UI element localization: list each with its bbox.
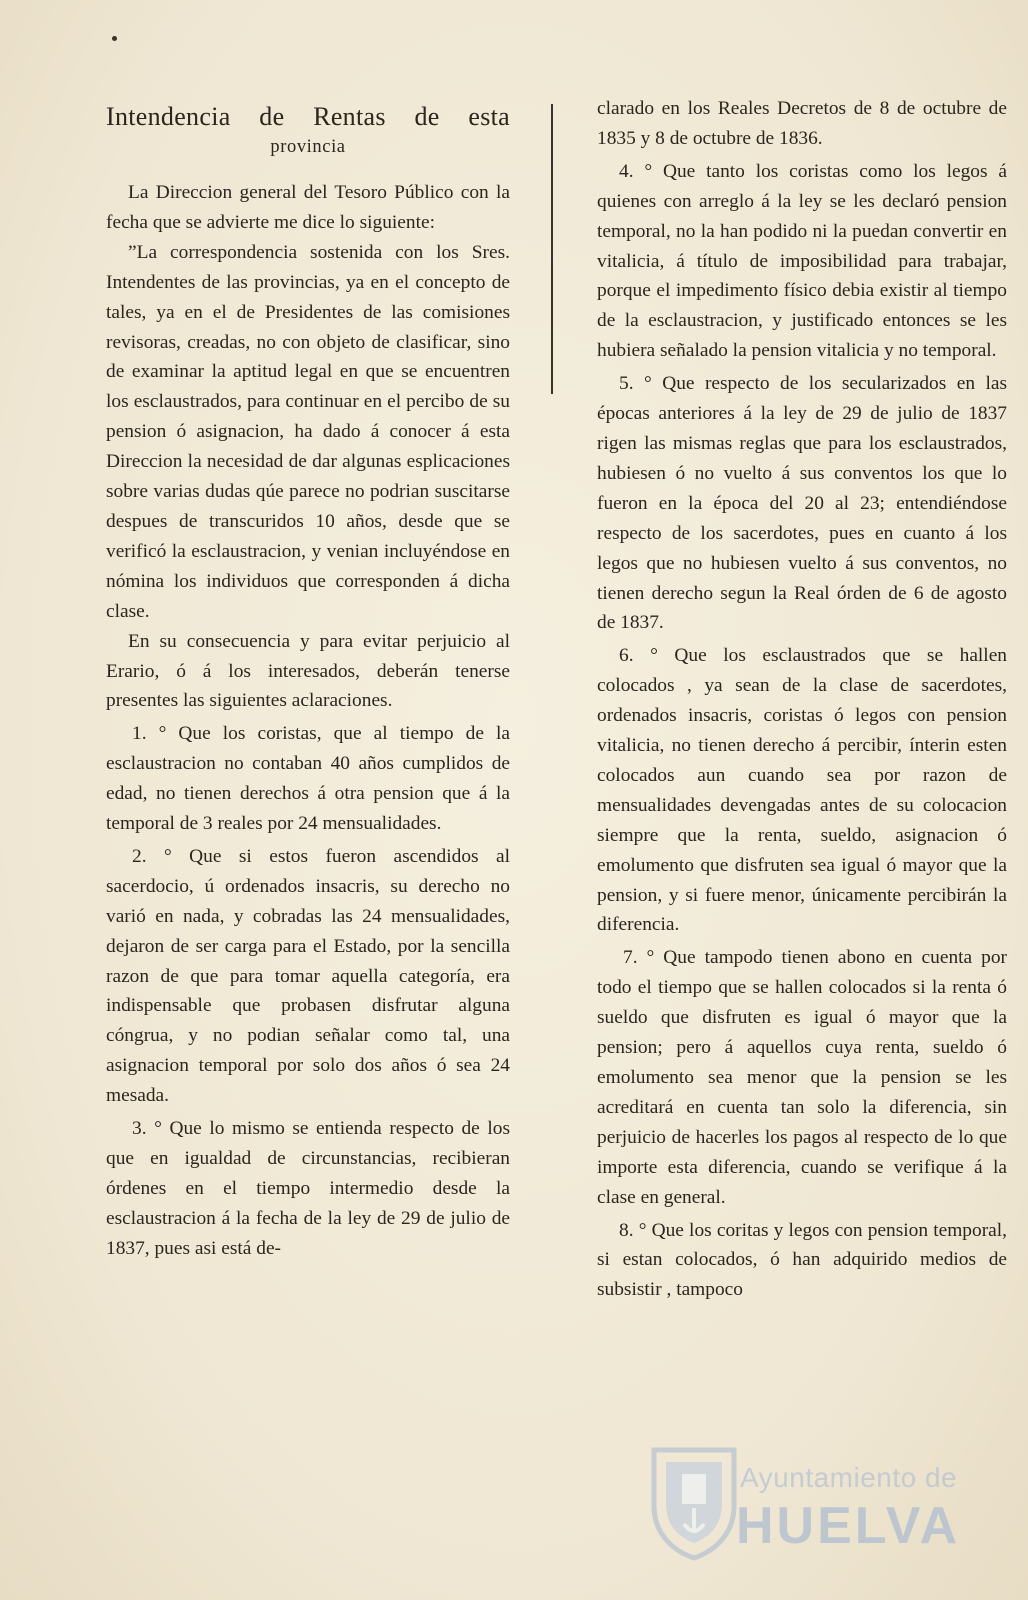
- paragraph: 4. ° Que tanto los coristas como los legos á quienes con arreglo á la ley se les declaró pension temporal, no la han podido ni la puedan convertir en vitalicia, á título de imposibilidad para trabajar, porque el impedimento físico debia existir al tiempo de la esclaustracion, y justificado entonces se les hubiera señalado la pension vitalicia y no temporal.: [597, 160, 1007, 362]
- paragraph: 5. ° Que respecto de los secularizados en las épocas anteriores á la ley de 29 de julio de 1837 rigen las mismas reglas que para los esclaustrados, hubiesen ó no vuelto á sus conventos los que lo fueron en la época del 20 al 23; entendiéndose respecto de los sacerdotes, pues en cuanto á los legos que no hubiesen vuelto á sus conventos, no tienen derecho segun la Real órden de 6 de agosto de 1837.: [597, 373, 1007, 634]
- coat-of-arms-icon: [646, 1444, 742, 1562]
- paragraph: 2. ° Que si estos fueron ascendidos al sacerdocio, ú ordenados insacris, su derecho no varió en nada, y cobradas las 24 mensualidades, dejaron de ser carga para el Estado, por la sencilla razon de que para tomar aquella categoría, era indispensable que probasen disfrutar alguna cóngrua, y no podian señalar como tal, una asignacion temporal por solo dos años ó sea 24 mesada.: [106, 845, 510, 1107]
- left-paragraphs: [106, 178, 510, 1264]
- paragraph: ”La correspondencia sostenida con los Sres. Intendentes de las provincias, ya en el concepto de tales, ya en el de Presidentes de las comisiones revisoras, creadas, no con objeto de clasificar, sino de examinar la aptitud legal en que se encuentren los esclaustrados, para continuar en el percibo de su pension ó asignacion, ha dado á conocer á esta Direccion la necesidad de dar algunas esplicaciones sobre varias dudas qúe parece no podrian suscitarse despues de transcuridos 10 años, desde que se verificó la esclaustracion, y venian incluyéndose en nómina los individuos que corresponden á dicha clase.: [106, 241, 510, 622]
- watermark-line-2: HUELVA: [736, 1497, 961, 1555]
- paragraph: 8. ° Que los coritas y legos con pension temporal, si estan colocados, ó han adquirido medios de subsistir , tampoco: [597, 1219, 1007, 1301]
- watermark: [630, 1440, 960, 1570]
- ink-dot: [112, 36, 117, 41]
- paragraph: En su consecuencia y para evitar perjuicio al Erario, ó á los interesados, deberán tenerse presentes las siguientes aclaraciones.: [106, 630, 510, 712]
- right-column: [597, 94, 1007, 1305]
- paragraph: 3. ° Que lo mismo se entienda respecto de los que en igualdad de circunstancias, recibieran órdenes en el tiempo intermedio desde la esclaustracion á la fecha de la ley de 29 de julio de 1837, pues asi está de-: [106, 1118, 510, 1259]
- paragraph: clarado en los Reales Decretos de 8 de octubre de 1835 y 8 de octubre de 1836.: [597, 98, 1007, 149]
- paragraph: La Direccion general del Tesoro Público con la fecha que se advierte me dice lo siguiente:: [106, 182, 510, 233]
- paragraph: 1. ° Que los coristas, que al tiempo de la esclaustracion no contaban 40 años cumplidos de edad, no tienen derechos á otra pension que á la temporal de 3 reales por 24 mensualidades.: [106, 723, 510, 835]
- page-subtitle: provincia: [270, 137, 346, 157]
- column-rule: [551, 104, 553, 394]
- right-paragraphs: [597, 94, 1007, 1305]
- paragraph: 7. ° Que tampodo tienen abono en cuenta por todo el tiempo que se hallen colocados si la renta ó sueldo que disfruten es igual ó mayor que la pension; pero á aquellos cuya renta, sueldo ó emolumento sea menor que la pension se les acreditará en cuenta tan solo la diferencia, sin perjuicio de hacerles los pagos al respecto de lo que importe esta diferencia, cuando se verifique á la clase en general.: [597, 947, 1007, 1208]
- watermark-line-1: Ayuntamiento de: [740, 1462, 958, 1493]
- page-title: Intendencia de Rentas de esta: [106, 102, 510, 131]
- paragraph: 6. ° Que los esclaustrados que se hallen colocados , ya sean de la clase de sacerdotes, ordenados insacris, coristas ó legos con pension vitalicia, no tienen derecho á percibir, ínterin esten colocados aun cuando sea por razon de mensualidades devengadas antes de su colocacion siempre que la renta, sueldo, asignacion ó emolumento que disfruten sea igual ó mayor que la pension, y si fuere menor, únicamente percibirán la diferencia.: [597, 645, 1007, 936]
- left-column: [106, 96, 510, 1264]
